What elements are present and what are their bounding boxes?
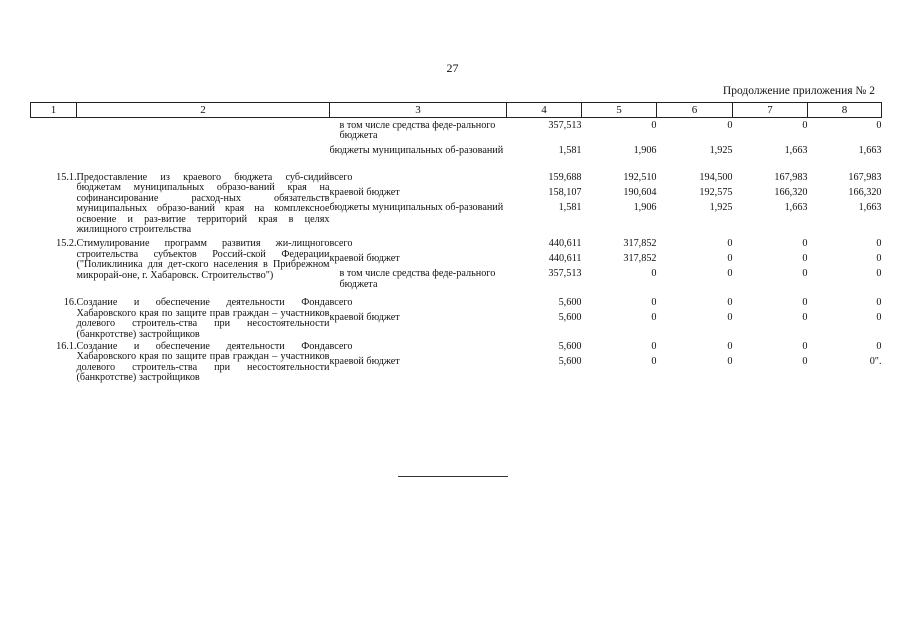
value: 5,600 [558,356,582,368]
value: 0 [727,341,733,353]
value: 0 [802,356,808,368]
value-cell [657,340,733,384]
row-description [77,118,330,172]
value: 167,983 [848,172,882,183]
value: 5,600 [558,341,582,353]
value-cell [733,118,808,172]
funding-line [330,298,507,313]
funding-source-cell [330,235,507,294]
value: 5,600 [558,312,582,324]
value: 0 [876,312,882,324]
row-number: 16.1. [56,341,77,353]
value: 0 [802,238,808,250]
value: 440,611 [548,253,582,265]
value: 440,611 [548,238,582,250]
row-description: Предоставление из краевого бюджета суб-сидий бюджетам муниципальных образо-ваний края на софинансирование расход-ных обязательств муниципальных образо-ваний края на комплексное освоение и раз-витие территорий края в целях жилищного строительства [76,172,330,236]
funding-source: краевой бюджет [329,187,400,198]
header-cell: 2 [77,103,330,118]
value-cell [507,171,582,235]
value: 192,575 [699,187,733,198]
bottom-divider [398,476,508,477]
table-row [31,235,882,294]
row-number: 16. [63,297,77,309]
value-cell [582,171,657,235]
table-row [31,340,882,384]
value-cell [733,340,808,384]
value-cell [657,235,733,294]
row-number [31,118,77,172]
funding-source: краевой бюджет [329,253,400,265]
funding-source: всего [329,172,353,183]
funding-line [330,239,507,254]
header-cell: 7 [733,103,808,118]
funding-line [330,146,507,171]
value: 194,500 [699,172,733,183]
value: 1,581 [558,202,582,213]
value: 1,581 [558,145,582,156]
funding-line [330,121,507,146]
value: 0 [727,253,733,265]
funding-line [330,188,507,203]
value-cell [733,235,808,294]
value: 1,925 [709,202,733,213]
value-cell [657,171,733,235]
value: 0 [876,238,882,250]
value-cell [808,340,882,384]
row-number: 15.2. [56,238,77,250]
row-description: Стимулирование программ развития жи-лищного строительства субъектов Россий-ской Федерации ("Поликлиника для дет-ского населения в Прибрежном микрорай-оне, г. Хабаровск. Строительство") [76,238,330,281]
value: 166,320 [774,187,808,198]
value: 1,663 [784,145,808,156]
value-cell [808,118,882,172]
value: 0 [651,356,657,368]
funding-source: всего [329,297,353,309]
funding-line [330,173,507,188]
header-cell: 1 [31,103,77,118]
funding-source: краевой бюджет [329,356,400,368]
value-cell [582,294,657,340]
table-body [31,118,882,384]
page-number: 27 [446,61,459,75]
header-cell: 8 [808,103,882,118]
value: 0 [802,253,808,265]
value-cell [582,118,657,172]
header-cell: 6 [657,103,733,118]
value: 159,688 [548,172,582,183]
row-description: Создание и обеспечение деятельности Фонда Хабаровского края по защите прав граждан – участников долевого строитель-ства при несостоятельности (банкротстве) застройщиков [76,341,330,384]
header-cell: 4 [507,103,582,118]
continuation-title: Продолжение приложения № 2 [722,85,875,97]
value: 190,604 [623,187,657,198]
budget-table [30,102,882,384]
value: 357,513 [548,120,582,131]
funding-line [330,357,507,372]
value: 0 [651,120,657,131]
table-row [31,294,882,340]
value: 0 [651,268,657,280]
funding-source: бюджеты муниципальных об-разований [329,145,504,156]
value: 0 [727,297,733,309]
funding-source-cell [330,294,507,340]
value-cell [657,294,733,340]
value-cell [808,171,882,235]
value: 1,906 [633,145,657,156]
value: 192,510 [623,172,657,183]
funding-line [330,313,507,328]
value: 167,983 [774,172,808,183]
value: 0 [802,341,808,353]
value: 0 [727,238,733,250]
funding-source: в том числе средства феде-рального бюджета [339,268,496,290]
value: 0 [876,268,882,280]
value: 0 [876,341,882,353]
value: 0". [869,356,882,368]
funding-source: бюджеты муниципальных об-разований [329,202,504,213]
value-cell [507,340,582,384]
value: 0 [651,341,657,353]
value: 166,320 [848,187,882,198]
funding-source-cell [330,171,507,235]
value: 0 [727,356,733,368]
value: 0 [651,297,657,309]
row-number: 15.1. [56,172,77,183]
funding-source-cell [330,118,507,172]
value: 5,600 [558,297,582,309]
value: 0 [802,297,808,309]
funding-source: всего [329,238,353,250]
value-cell [582,340,657,384]
value-cell [582,235,657,294]
value: 1,925 [709,145,733,156]
value-cell [507,294,582,340]
funding-source-cell [330,340,507,384]
value-cell [733,294,808,340]
value-cell [733,171,808,235]
value-cell [507,118,582,172]
value: 1,906 [633,202,657,213]
table-row [31,171,882,235]
value: 0 [876,253,882,265]
value: 0 [651,312,657,324]
value: 357,513 [548,268,582,280]
funding-line [330,254,507,269]
value-cell [808,235,882,294]
value: 317,852 [623,253,657,265]
value: 0 [727,120,733,131]
value: 0 [802,120,808,131]
funding-source: в том числе средства феде-ральнoго бюджета [339,120,496,142]
value: 1,663 [858,202,882,213]
value-cell [657,118,733,172]
funding-line [330,342,507,357]
value: 0 [727,268,733,280]
funding-source: краевой бюджет [329,312,400,324]
value: 158,107 [548,187,582,198]
value: 0 [802,312,808,324]
value: 0 [727,312,733,324]
funding-source: всего [329,341,353,353]
value: 0 [876,120,882,131]
funding-line [330,269,507,294]
value: 1,663 [784,202,808,213]
header-cell: 3 [330,103,507,118]
row-description: Создание и обеспечение деятельности Фонда Хабаровского края по защите прав граждан – участников долевого строитель-ства при несостоятельности (банкротстве) застройщиков [76,297,330,340]
header-cell: 5 [582,103,657,118]
value: 0 [802,268,808,280]
funding-line [330,203,507,228]
value: 1,663 [858,145,882,156]
value-cell [808,294,882,340]
header-row [31,103,882,118]
value: 0 [876,297,882,309]
value-cell [507,235,582,294]
value: 317,852 [623,238,657,250]
table-row [31,118,882,172]
